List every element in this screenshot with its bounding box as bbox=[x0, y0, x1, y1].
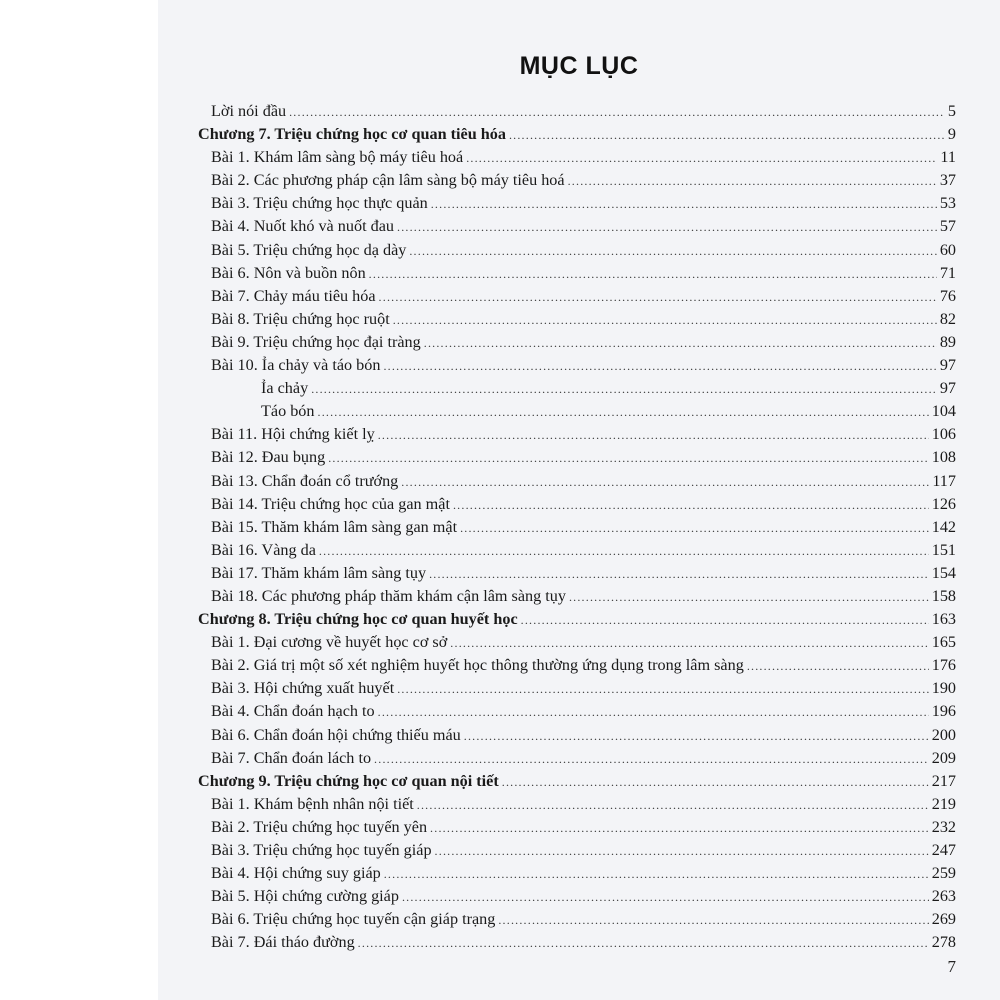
toc-entry-label: Bài 14. Triệu chứng học của gan mật bbox=[211, 494, 450, 513]
dot-leader bbox=[747, 655, 929, 678]
dot-leader bbox=[402, 886, 929, 909]
toc-entry-chapter bbox=[198, 608, 956, 631]
toc-entry-page: 60 bbox=[939, 240, 956, 259]
toc-entry-label: Bài 6. Nôn và buồn nôn bbox=[211, 263, 366, 282]
dot-leader bbox=[379, 286, 937, 309]
toc-entry-lesson bbox=[198, 423, 956, 446]
toc-entry-page: 57 bbox=[939, 217, 956, 236]
toc-entry-label: Bài 18. Các phương pháp thăm khám cận lâm sàng tụy bbox=[211, 586, 566, 605]
toc-entry-page: 108 bbox=[931, 448, 956, 467]
toc-entry-lesson bbox=[198, 816, 956, 839]
toc-entry-chapter bbox=[198, 123, 956, 146]
dot-leader bbox=[450, 632, 928, 655]
toc-entry-lesson bbox=[198, 931, 956, 954]
dot-leader bbox=[374, 748, 929, 771]
toc-entry-page: 9 bbox=[947, 125, 956, 144]
toc-entry-page: 163 bbox=[931, 610, 956, 629]
toc-entry-label: Bài 5. Hội chứng cường giáp bbox=[211, 887, 399, 906]
dot-leader bbox=[318, 401, 929, 424]
toc-entry-lesson bbox=[198, 562, 956, 585]
toc-entry-intro bbox=[198, 100, 956, 123]
toc-entry-label: Bài 4. Chẩn đoán hạch to bbox=[211, 702, 375, 721]
toc-entry-label: Bài 3. Triệu chứng học thực quản bbox=[211, 194, 428, 213]
toc-entry-label: Lời nói đầu bbox=[211, 102, 287, 120]
toc-entry-label: Bài 9. Triệu chứng học đại tràng bbox=[211, 332, 421, 351]
toc-entry-page: 82 bbox=[939, 309, 956, 328]
dot-leader bbox=[569, 586, 929, 609]
toc-entry-label: Bài 6. Chẩn đoán hội chứng thiếu máu bbox=[211, 725, 461, 744]
toc-entry-label: Bài 13. Chẩn đoán cổ trướng bbox=[211, 471, 399, 490]
toc-entry-lesson bbox=[198, 839, 956, 862]
toc-entry-page: 232 bbox=[931, 817, 956, 836]
toc-entry-lesson bbox=[198, 285, 956, 308]
dot-leader bbox=[498, 909, 928, 932]
toc-entry-page: 126 bbox=[931, 494, 956, 513]
dot-leader bbox=[466, 147, 937, 170]
toc-entry-lesson bbox=[198, 631, 956, 654]
toc-entry-page: 71 bbox=[939, 263, 956, 282]
toc-entry-page: 97 bbox=[939, 379, 956, 398]
toc-entry-label: Ỉa chảy bbox=[261, 379, 309, 398]
table-of-contents bbox=[198, 100, 956, 954]
toc-entry-label: Bài 5. Triệu chứng học dạ dày bbox=[211, 240, 407, 259]
dot-leader bbox=[460, 517, 929, 540]
toc-entry-page: 200 bbox=[931, 725, 956, 744]
dot-leader bbox=[289, 101, 945, 124]
toc-entry-label: Bài 11. Hội chứng kiết lỵ bbox=[211, 425, 375, 444]
toc-entry-lesson bbox=[198, 516, 956, 539]
toc-entry-page: 142 bbox=[931, 517, 956, 536]
toc-entry-page: 158 bbox=[931, 586, 956, 605]
toc-entry-label: Bài 2. Triệu chứng học tuyến yên bbox=[211, 817, 428, 836]
dot-leader bbox=[521, 609, 929, 632]
dot-leader bbox=[378, 424, 929, 447]
dot-leader bbox=[431, 193, 937, 216]
dot-leader bbox=[358, 932, 929, 955]
toc-entry-lesson bbox=[198, 215, 956, 238]
toc-entry-lesson bbox=[198, 446, 956, 469]
toc-entry-page: 176 bbox=[931, 656, 956, 675]
page-title: MỤC LỤC bbox=[519, 52, 639, 80]
dot-leader bbox=[384, 863, 929, 886]
page-number: 7 bbox=[947, 957, 956, 976]
dot-leader bbox=[509, 124, 945, 147]
toc-entry-label: Bài 8. Triệu chứng học ruột bbox=[211, 309, 390, 328]
toc-entry-chapter bbox=[198, 770, 956, 793]
toc-entry-lesson bbox=[198, 862, 956, 885]
toc-entry-page: 196 bbox=[931, 702, 956, 721]
toc-entry-lesson bbox=[198, 493, 956, 516]
toc-entry-label: Bài 12. Đau bụng bbox=[211, 448, 326, 467]
toc-entry-label: Bài 4. Hội chứng suy giáp bbox=[211, 864, 381, 883]
toc-entry-label: Bài 7. Chảy máu tiêu hóa bbox=[211, 286, 376, 305]
toc-entry-page: 165 bbox=[931, 633, 956, 652]
toc-entry-lesson bbox=[198, 793, 956, 816]
toc-entry-page: 11 bbox=[940, 148, 956, 167]
toc-entry-label: Chương 9. Triệu chứng học cơ quan nội tiết bbox=[198, 771, 499, 790]
toc-entry-lesson bbox=[198, 700, 956, 723]
toc-entry-lesson bbox=[198, 262, 956, 285]
toc-entry-label: Bài 10. Ỉa chảy và táo bón bbox=[211, 356, 381, 375]
toc-entry-page: 269 bbox=[931, 910, 956, 929]
toc-entry-page: 104 bbox=[931, 402, 956, 421]
dot-leader bbox=[393, 309, 937, 332]
toc-entry-page: 76 bbox=[939, 286, 956, 305]
toc-entry-label: Bài 1. Khám bệnh nhân nội tiết bbox=[211, 794, 414, 813]
toc-entry-page: 37 bbox=[939, 171, 956, 190]
toc-entry-page: 259 bbox=[931, 864, 956, 883]
toc-entry-lesson bbox=[198, 308, 956, 331]
toc-entry-page: 97 bbox=[939, 356, 956, 375]
dot-leader bbox=[397, 678, 929, 701]
dot-leader bbox=[424, 332, 937, 355]
toc-entry-page: 53 bbox=[939, 194, 956, 213]
toc-entry-page: 190 bbox=[931, 679, 956, 698]
toc-entry-lesson bbox=[198, 585, 956, 608]
toc-entry-lesson bbox=[198, 354, 956, 377]
toc-entry-sub bbox=[198, 400, 956, 423]
toc-entry-label: Chương 7. Triệu chứng học cơ quan tiêu hóa bbox=[198, 125, 506, 144]
dot-leader bbox=[435, 840, 929, 863]
toc-entry-label: Bài 16. Vàng da bbox=[211, 540, 316, 559]
dot-leader bbox=[409, 240, 936, 263]
toc-entry-page: 117 bbox=[932, 471, 956, 490]
toc-entry-label: Bài 1. Khám lâm sàng bộ máy tiêu hoá bbox=[211, 148, 464, 167]
toc-entry-page: 5 bbox=[947, 102, 956, 120]
toc-entry-lesson bbox=[198, 654, 956, 677]
dot-leader bbox=[502, 771, 929, 794]
toc-entry-lesson bbox=[198, 908, 956, 931]
toc-entry-label: Bài 4. Nuốt khó và nuốt đau bbox=[211, 217, 394, 236]
toc-entry-page: 278 bbox=[931, 933, 956, 952]
toc-entry-lesson bbox=[198, 169, 956, 192]
dot-leader bbox=[453, 494, 929, 517]
toc-entry-lesson bbox=[198, 677, 956, 700]
toc-entry-label: Bài 1. Đại cương về huyết học cơ sở bbox=[211, 633, 448, 652]
toc-entry-label: Bài 15. Thăm khám lâm sàng gan mật bbox=[211, 517, 458, 536]
toc-entry-lesson bbox=[198, 885, 956, 908]
toc-entry-page: 263 bbox=[931, 887, 956, 906]
toc-entry-lesson bbox=[198, 331, 956, 354]
toc-entry-label: Bài 2. Giá trị một số xét nghiệm huyết học thông thường ứng dụng trong lâm sàng bbox=[211, 656, 744, 675]
toc-entry-lesson bbox=[198, 239, 956, 262]
toc-entry-lesson bbox=[198, 747, 956, 770]
dot-leader bbox=[430, 817, 929, 840]
toc-entry-label: Bài 6. Triệu chứng học tuyến cận giáp trạng bbox=[211, 910, 496, 929]
toc-entry-label: Táo bón bbox=[261, 402, 315, 421]
dot-leader bbox=[397, 216, 937, 239]
toc-entry-lesson bbox=[198, 539, 956, 562]
dot-leader bbox=[311, 378, 937, 401]
toc-entry-label: Bài 3. Triệu chứng học tuyến giáp bbox=[211, 841, 432, 859]
toc-entry-label: Bài 7. Đái tháo đường bbox=[211, 933, 355, 952]
toc-entry-page: 209 bbox=[931, 748, 956, 767]
toc-entry-label: Chương 8. Triệu chứng học cơ quan huyết học bbox=[198, 610, 518, 629]
dot-leader bbox=[328, 447, 929, 470]
dot-leader bbox=[417, 794, 929, 817]
toc-entry-lesson bbox=[198, 724, 956, 747]
toc-entry-label: Bài 3. Hội chứng xuất huyết bbox=[211, 679, 395, 698]
toc-entry-label: Bài 17. Thăm khám lâm sàng tụy bbox=[211, 563, 427, 582]
toc-entry-label: Bài 7. Chẩn đoán lách to bbox=[211, 748, 372, 767]
dot-leader bbox=[369, 263, 937, 286]
toc-entry-page: 106 bbox=[931, 425, 956, 444]
toc-entry-lesson bbox=[198, 146, 956, 169]
toc-entry-page: 151 bbox=[931, 540, 956, 559]
toc-entry-label: Bài 2. Các phương pháp cận lâm sàng bộ máy tiêu hoá bbox=[211, 171, 565, 190]
dot-leader bbox=[464, 725, 929, 748]
toc-entry-sub bbox=[198, 377, 956, 400]
dot-leader bbox=[401, 471, 929, 494]
book-page bbox=[158, 0, 1000, 1000]
dot-leader bbox=[568, 170, 937, 193]
toc-entry-page: 217 bbox=[931, 771, 956, 790]
toc-entry-page: 89 bbox=[939, 332, 956, 351]
dot-leader bbox=[378, 701, 929, 724]
toc-entry-page: 219 bbox=[931, 794, 956, 813]
toc-entry-lesson bbox=[198, 470, 956, 493]
toc-entry-page: 247 bbox=[931, 841, 956, 859]
toc-entry-lesson bbox=[198, 192, 956, 215]
toc-entry-page: 154 bbox=[931, 563, 956, 582]
dot-leader bbox=[383, 355, 936, 378]
dot-leader bbox=[319, 540, 929, 563]
dot-leader bbox=[429, 563, 929, 586]
